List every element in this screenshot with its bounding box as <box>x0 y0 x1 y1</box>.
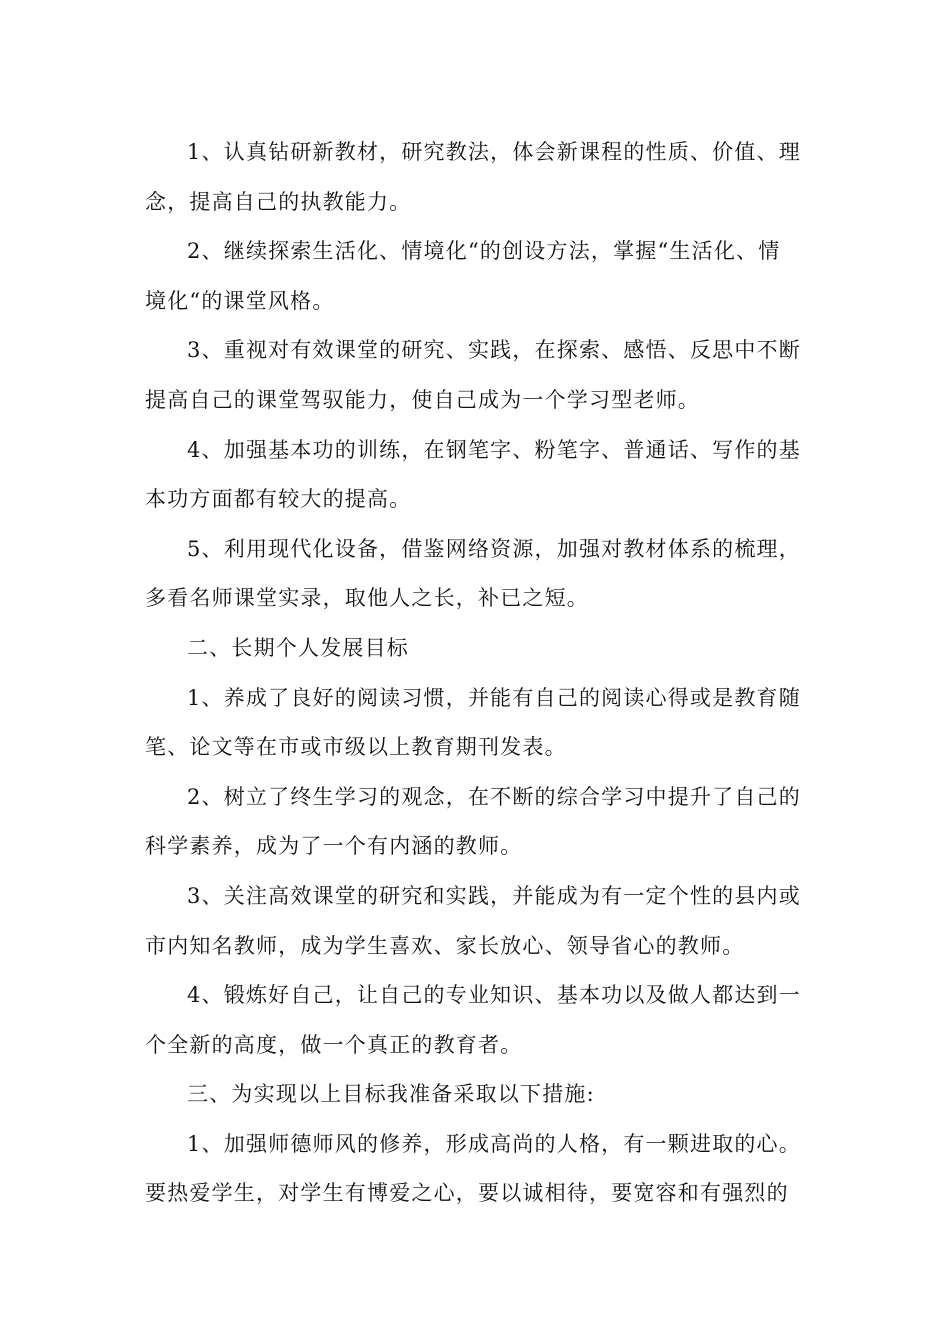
text-line: 提高自己的课堂驾驭能力，使自己成为一个学习型老师。 <box>145 387 700 412</box>
text-line: 1、加强师德师风的修养，形成高尚的人格，有一颗进取的心。 <box>187 1131 801 1156</box>
text-line: 境化“的课堂风格。 <box>145 288 335 313</box>
text-line: 本功方面都有较大的提高。 <box>145 487 412 512</box>
text-line: 3、重视对有效课堂的研究、实践，在探索、感悟、反思中不断 <box>187 338 801 363</box>
document-body <box>145 128 810 1219</box>
heading-text: 二、长期个人发展目标 <box>187 635 409 660</box>
text-line: 3、关注高效课堂的研究和实践，并能成为有一定个性的县内或 <box>187 883 801 908</box>
text-line: 5、利用现代化设备，借鉴网络资源，加强对教材体系的梳理， <box>187 536 801 561</box>
text-line: 1、养成了良好的阅读习惯，并能有自己的阅读心得或是教育随 <box>187 685 801 710</box>
paragraph-long-goal-1 <box>145 674 810 773</box>
paragraph-long-goal-4 <box>145 971 810 1070</box>
paragraph-measure-1 <box>145 1120 810 1219</box>
text-line: 市内知名教师，成为学生喜欢、家长放心、领导省心的教师。 <box>145 933 745 958</box>
text-line: 个全新的高度，做一个真正的教育者。 <box>145 1032 523 1057</box>
text-line: 4、锻炼好自己，让自己的专业知识、基本功以及做人都达到一 <box>187 983 801 1008</box>
text-line: 1、认真钻研新教材，研究教法，体会新课程的性质、价值、理 <box>187 140 801 164</box>
text-line: 科学素养，成为了一个有内涵的教师。 <box>145 834 523 859</box>
paragraph-long-goal-3 <box>145 872 810 971</box>
text-line: 笔、论文等在市或市级以上教育期刊发表。 <box>145 735 567 760</box>
paragraph-goal-1 <box>145 128 810 227</box>
paragraph-long-goal-2 <box>145 773 810 872</box>
text-line: 2、树立了终生学习的观念，在不断的综合学习中提升了自己的 <box>187 784 801 809</box>
text-line: 念，提高自己的执教能力。 <box>145 189 412 214</box>
section-heading-long-term-goals <box>145 624 810 674</box>
text-line: 多看名师课堂实录，取他人之长，补已之短。 <box>145 586 589 611</box>
heading-text: 三、为实现以上目标我准备采取以下措施: <box>187 1082 595 1107</box>
text-line: 2、继续探索生活化、情境化“的创设方法，掌握“生活化、情 <box>187 239 781 264</box>
text-line: 4、加强基本功的训练，在钢笔字、粉笔字、普通话、写作的基 <box>187 437 801 462</box>
text-line: 要热爱学生，对学生有博爱之心，要以诚相待，要宽容和有强烈的 <box>145 1181 789 1206</box>
section-heading-measures <box>145 1070 810 1120</box>
paragraph-goal-2 <box>145 227 810 326</box>
paragraph-goal-4 <box>145 426 810 525</box>
paragraph-goal-5 <box>145 525 810 624</box>
paragraph-goal-3 <box>145 326 810 425</box>
